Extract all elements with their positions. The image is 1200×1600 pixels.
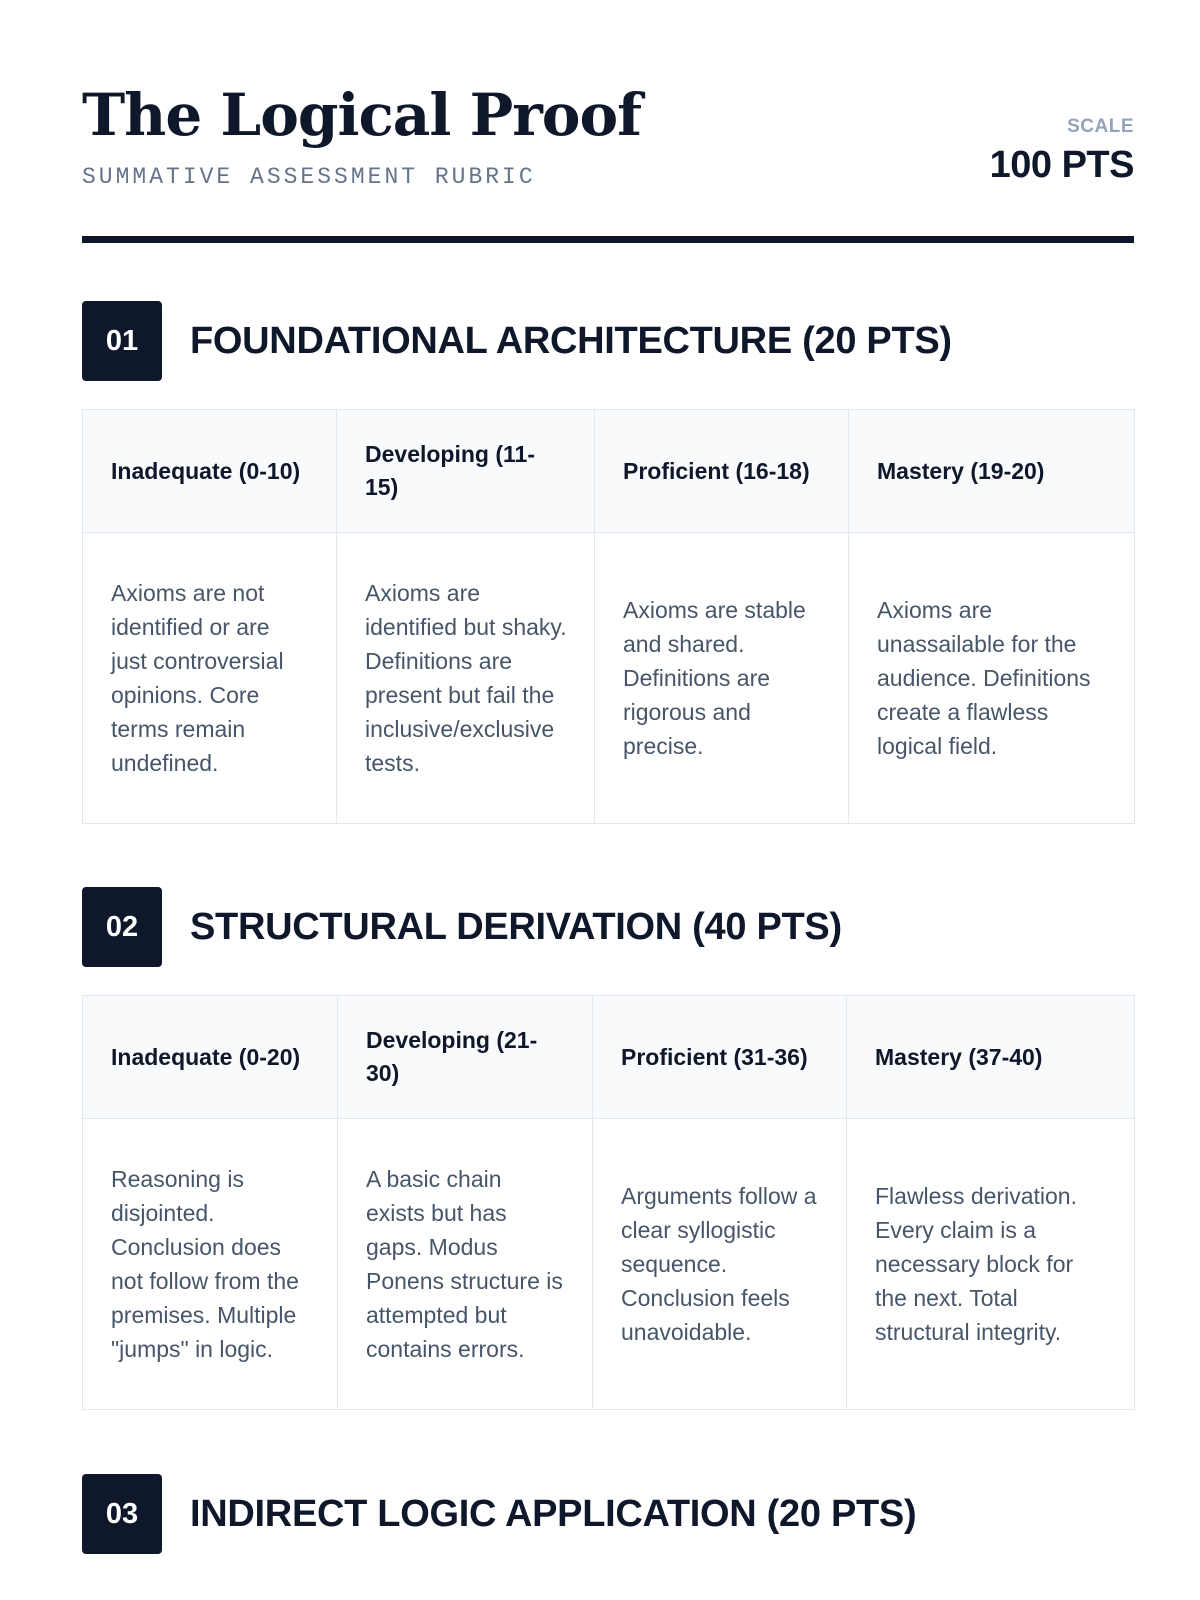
section-title: FOUNDATIONAL ARCHITECTURE (20 PTS) — [190, 320, 952, 362]
table-row — [83, 1119, 1135, 1410]
section-header — [82, 1474, 1134, 1556]
section-structural-derivation — [82, 887, 1134, 1362]
level-header-developing: Developing (11-15) — [337, 410, 595, 533]
level-header-mastery: Mastery (19-20) — [849, 410, 1135, 533]
page-title: The Logical Proof — [82, 81, 642, 149]
level-description-inadequate: Reasoning is disjointed. Conclusion does not follow from the premises. Multiple "jumps" in logic. — [83, 1119, 338, 1410]
rubric-table — [82, 409, 1135, 824]
section-number-badge: 01 — [82, 301, 162, 381]
section-title: INDIRECT LOGIC APPLICATION (20 PTS) — [190, 1493, 917, 1535]
level-description-proficient: Arguments follow a clear syllogistic sequence. Conclusion feels unavoidable. — [593, 1119, 847, 1410]
rubric-table — [82, 995, 1135, 1410]
section-title: STRUCTURAL DERIVATION (40 PTS) — [190, 906, 842, 948]
level-description-mastery: Flawless derivation. Every claim is a necessary block for the next. Total structural integrity. — [847, 1119, 1135, 1410]
table-header-row — [83, 996, 1135, 1119]
section-foundational-architecture — [82, 301, 1134, 776]
section-number-badge: 03 — [82, 1474, 162, 1554]
rubric-page — [82, 0, 1134, 1535]
rubric-header — [82, 0, 1134, 244]
level-description-developing: Axioms are identified but shaky. Definitions are present but fail the inclusive/exclusive tests. — [337, 533, 595, 824]
table-row — [83, 533, 1135, 824]
level-description-proficient: Axioms are stable and shared. Definitions are rigorous and precise. — [595, 533, 849, 824]
page-subtitle: SUMMATIVE ASSESSMENT RUBRIC — [82, 164, 536, 190]
section-header — [82, 301, 1134, 383]
scale-label: SCALE — [1067, 116, 1134, 137]
level-description-mastery: Axioms are unassailable for the audience. Definitions create a flawless logical field. — [849, 533, 1135, 824]
level-description-inadequate: Axioms are not identified or are just controversial opinions. Core terms remain undefined. — [83, 533, 337, 824]
section-header — [82, 887, 1134, 969]
table-header-row — [83, 410, 1135, 533]
level-header-proficient: Proficient (16-18) — [595, 410, 849, 533]
scale-value: 100 PTS — [989, 144, 1134, 186]
level-header-inadequate: Inadequate (0-20) — [83, 996, 338, 1119]
level-header-inadequate: Inadequate (0-10) — [83, 410, 337, 533]
level-header-mastery: Mastery (37-40) — [847, 996, 1135, 1119]
section-indirect-logic-application — [82, 1474, 1134, 1556]
header-divider — [82, 236, 1134, 243]
section-number-badge: 02 — [82, 887, 162, 967]
level-header-proficient: Proficient (31-36) — [593, 996, 847, 1119]
level-header-developing: Developing (21-30) — [338, 996, 593, 1119]
level-description-developing: A basic chain exists but has gaps. Modus Ponens structure is attempted but contains errors. — [338, 1119, 593, 1410]
